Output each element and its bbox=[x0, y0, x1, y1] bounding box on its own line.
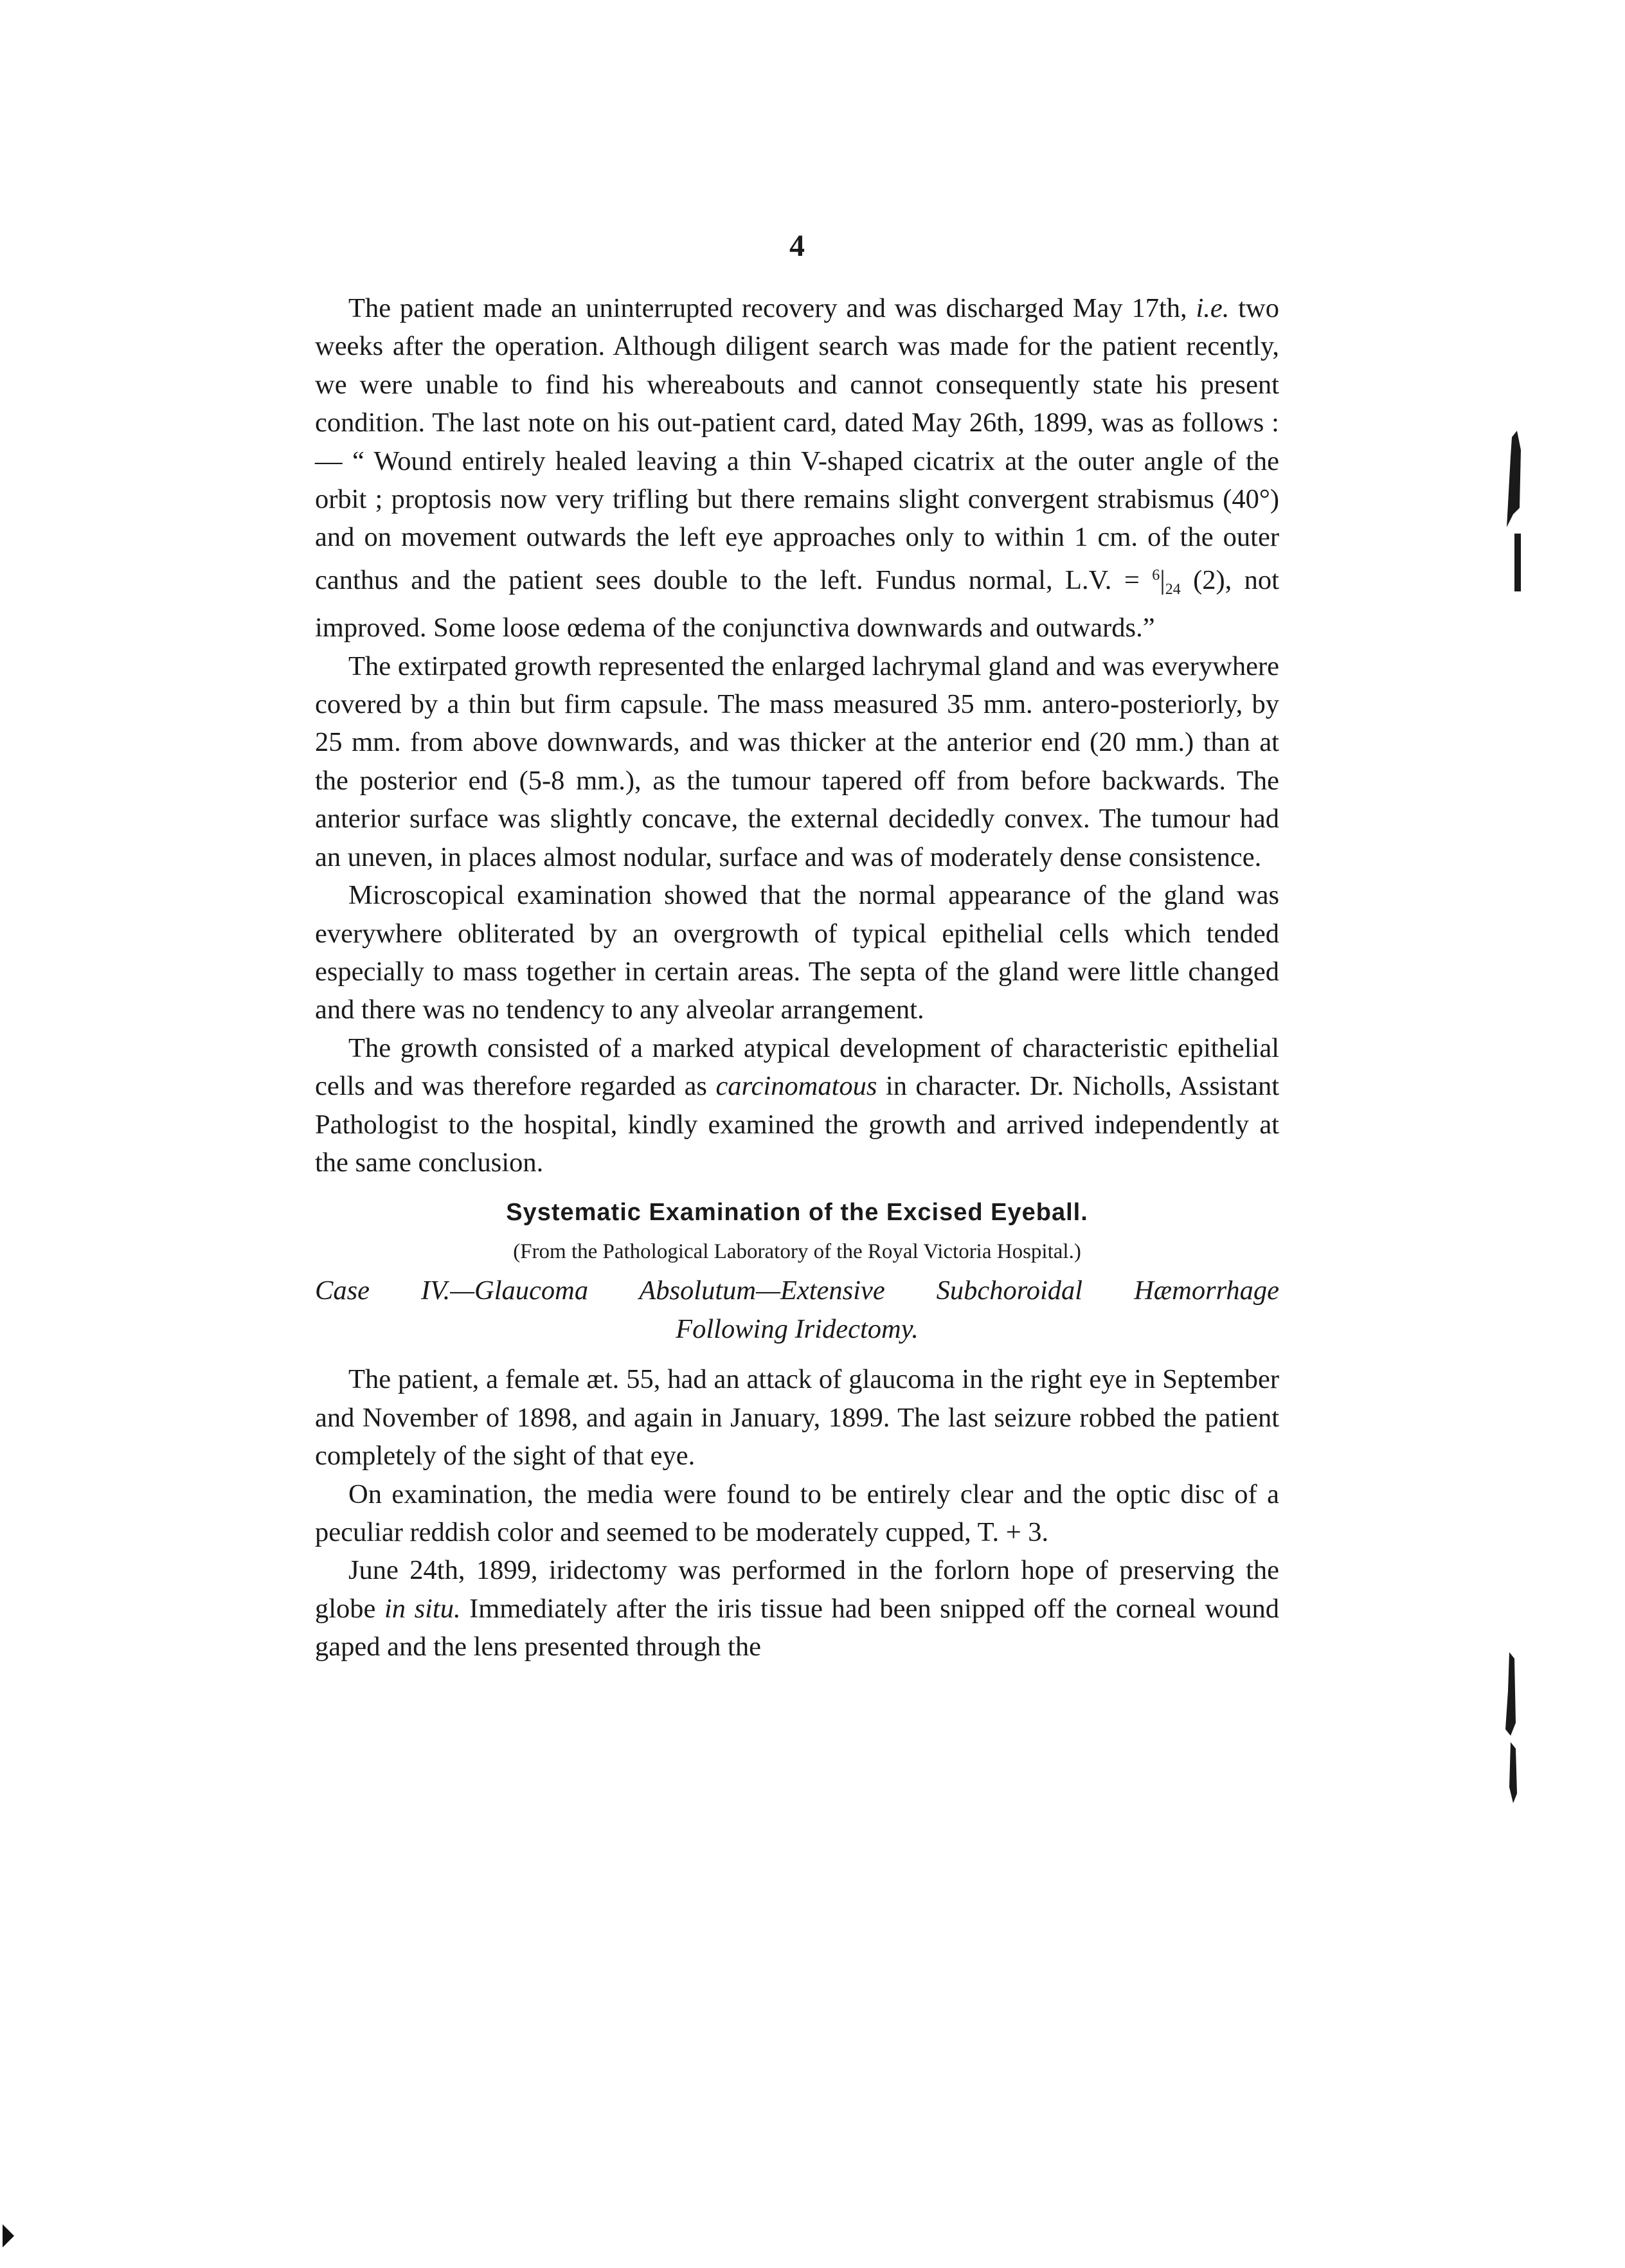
case-title-line-1: Case IV.—Glaucoma Absolutum—Extensive Subchoroidal Hæmorrhage bbox=[315, 1275, 1279, 1306]
paragraph-growth-text-a: The growth consisted of a marked atypical development of characteristic epithelial cells and was therefore regarded as bbox=[315, 1032, 1279, 1102]
paragraph-recovery-text-c: two weeks after the operation. Although diligent search was made for the patient recently, we were unable to find his whereabouts and cannot consequently state his present condition. The last note on his out-patient card, dated May 26th, 1899, was as follows :— “ Wound entirely healed leaving a thin V-shaped cicatrix at the outer angle of the orbit ; proptosis now very trifling but there remains slight convergent strabismus (40°) and on movement outwards the left eye approaches only to within 1 cm. of the outer canthus and the patient sees double to the left. Fundus normal, L.V. = bbox=[315, 293, 1280, 595]
paragraph-recovery bbox=[315, 289, 1279, 647]
page-number: 4 bbox=[789, 229, 805, 263]
paragraph-growth-conclusion bbox=[315, 1029, 1279, 1182]
case-title-line-2: Following Iridectomy. bbox=[676, 1314, 919, 1345]
paragraph-patient-history: The patient, a female æt. 55, had an attack of glaucoma in the right eye in September and November of 1898, and again in January, 1899. The last seizure robbed the patient completely of the sight of that eye. bbox=[315, 1364, 1279, 1472]
paragraph-extirpated-growth: The extirpated growth represented the enlarged lachrymal gland and was everywhere covered by a thin but firm capsule. The mass measured 35 mm. antero-posteriorly, by 25 mm. from above downwards, and was thicker at the anterior end (20 mm.) than at the posterior end (5-8 mm.), as the tumour tapered off from before backwards. The anterior surface was slightly concave, the external decidedly convex. The tumour had an uneven, in places almost nodular, surface and was of moderately dense consistence. bbox=[315, 651, 1279, 872]
scan-edge-mark-bottom bbox=[1491, 1652, 1530, 1806]
paragraph-growth-italic: carcinomatous bbox=[715, 1071, 877, 1102]
paragraph-recovery-italic: i.e. bbox=[1196, 293, 1230, 323]
paragraph-recovery-text-a: The patient made an uninterrupted recovery and was discharged May 17th, bbox=[348, 293, 1196, 323]
paragraph-examination: On examination, the media were found to be entirely clear and the optic disc of a peculiar reddish color and seemed to be moderately cupped, T. + 3. bbox=[315, 1479, 1279, 1547]
scan-edge-mark-corner bbox=[0, 2218, 26, 2256]
paragraph-iridectomy bbox=[315, 1551, 1279, 1666]
vision-fraction-denominator: 24 bbox=[1165, 580, 1181, 598]
paragraph-iridectomy-text-a: June 24th, 1899, iridectomy was performed in the forlorn hope of preserving the globe bbox=[315, 1555, 1279, 1624]
paragraph-growth-text-b: in character. Dr. Nicholls, Assistant Pathologist to the hospital, kindly examined the growth and arrived independently at the same conclusion. bbox=[315, 1071, 1280, 1178]
scan-edge-mark-top bbox=[1498, 431, 1536, 598]
paragraph-iridectomy-italic: in situ. bbox=[384, 1593, 461, 1624]
vision-fraction-bar: | bbox=[1160, 564, 1165, 595]
paragraph-microscopical-examination: Microscopical examination showed that the normal appearance of the gland was everywhere obliterated by an overgrowth of typical epithelial cells which tended especially to mass together in certain areas. The septa of the gland were little changed and there was no tendency to any alveolar arrangement. bbox=[315, 880, 1279, 1025]
section-subheading: (From the Pathological Laboratory of the Royal Victoria Hospital.) bbox=[513, 1240, 1081, 1264]
paragraph-iridectomy-text-b: Immediately after the iris tissue had been snipped off the corneal wound gaped and the lens presented through the bbox=[315, 1593, 1280, 1662]
paragraph-recovery-text-d: (2), not improved. Some loose œdema of the conjunctiva downwards and outwards.” bbox=[315, 564, 1279, 644]
body-text bbox=[315, 289, 1279, 1666]
vision-fraction-numerator: 6 bbox=[1152, 566, 1160, 584]
section-heading: Systematic Examination of the Excised Eyeball. bbox=[506, 1199, 1088, 1227]
